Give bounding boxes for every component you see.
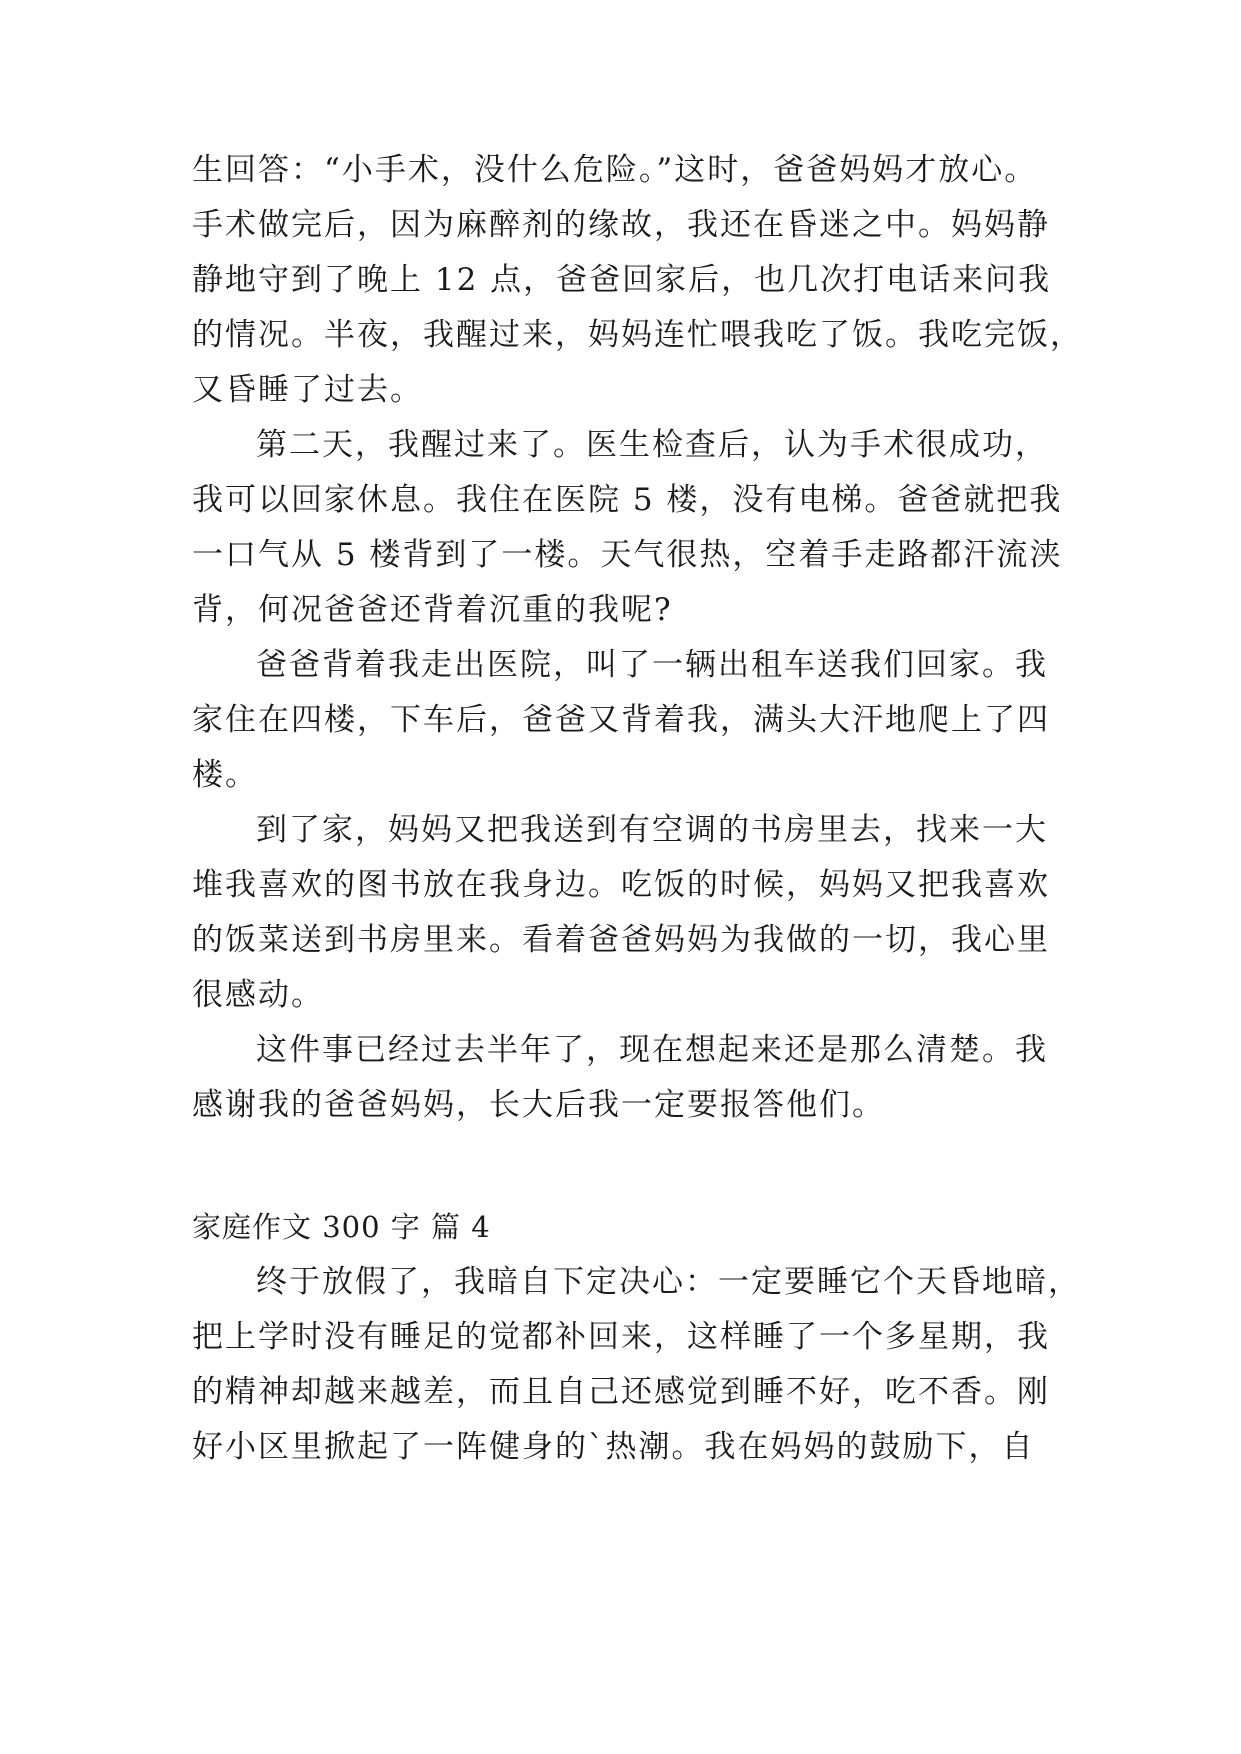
text-line: 楼。 <box>192 757 258 793</box>
text-line: 我可以回家休息。我住在医院 5 楼，没有电梯。爸爸就把我 <box>192 482 1063 518</box>
text-line: 背，何况爸爸还背着沉重的我呢? <box>192 592 673 628</box>
text-line: 的情况。半夜，我醒过来，妈妈连忙喂我吃了饭。我吃完饭， <box>192 317 1083 353</box>
text-line: 好小区里掀起了一阵健身的`热潮。我在妈妈的鼓励下，自 <box>192 1429 1035 1465</box>
text-line: 这件事已经过去半年了，现在想起来还是那么清楚。我 <box>256 1032 1048 1068</box>
text-line: 很感动。 <box>192 977 324 1013</box>
text-line: 静地守到了晚上 12 点，爸爸回家后，也几次打电话来问我 <box>192 262 1052 298</box>
text-line: 到了家，妈妈又把我送到有空调的书房里去，找来一大 <box>256 812 1048 848</box>
text-line: 生回答：“小手术，没什么危险。”这时，爸爸妈妈才放心。 <box>192 152 1038 188</box>
text-line: 一口气从 5 楼背到了一楼。天气很热，空着手走路都汗流浃 <box>192 537 1063 573</box>
text-line: 又昏睡了过去。 <box>192 372 423 408</box>
text-line: 的精神却越来越差，而且自己还感觉到睡不好，吃不香。刚 <box>192 1374 1050 1410</box>
text-line: 感谢我的爸爸妈妈，长大后我一定要报答他们。 <box>192 1087 885 1123</box>
text-line: 第二天，我醒过来了。医生检查后，认为手术很成功， <box>256 427 1048 463</box>
text-line: 家住在四楼，下车后，爸爸又背着我，满头大汗地爬上了四 <box>192 702 1050 738</box>
section-heading: 家庭作文 300 字 篇 4 <box>192 1210 491 1244</box>
text-line: 堆我喜欢的图书放在我身边。吃饭的时候，妈妈又把我喜欢 <box>192 867 1050 903</box>
text-line: 爸爸背着我走出医院，叫了一辆出租车送我们回家。我 <box>256 647 1048 683</box>
text-line: 把上学时没有睡足的觉都补回来，这样睡了一个多星期，我 <box>192 1319 1050 1355</box>
text-line: 的饭菜送到书房里来。看着爸爸妈妈为我做的一切，我心里 <box>192 922 1050 958</box>
text-line: 手术做完后，因为麻醉剂的缘故，我还在昏迷之中。妈妈静 <box>192 207 1050 243</box>
text-line: 终于放假了，我暗自下定决心：一定要睡它个天昏地暗， <box>256 1264 1081 1300</box>
